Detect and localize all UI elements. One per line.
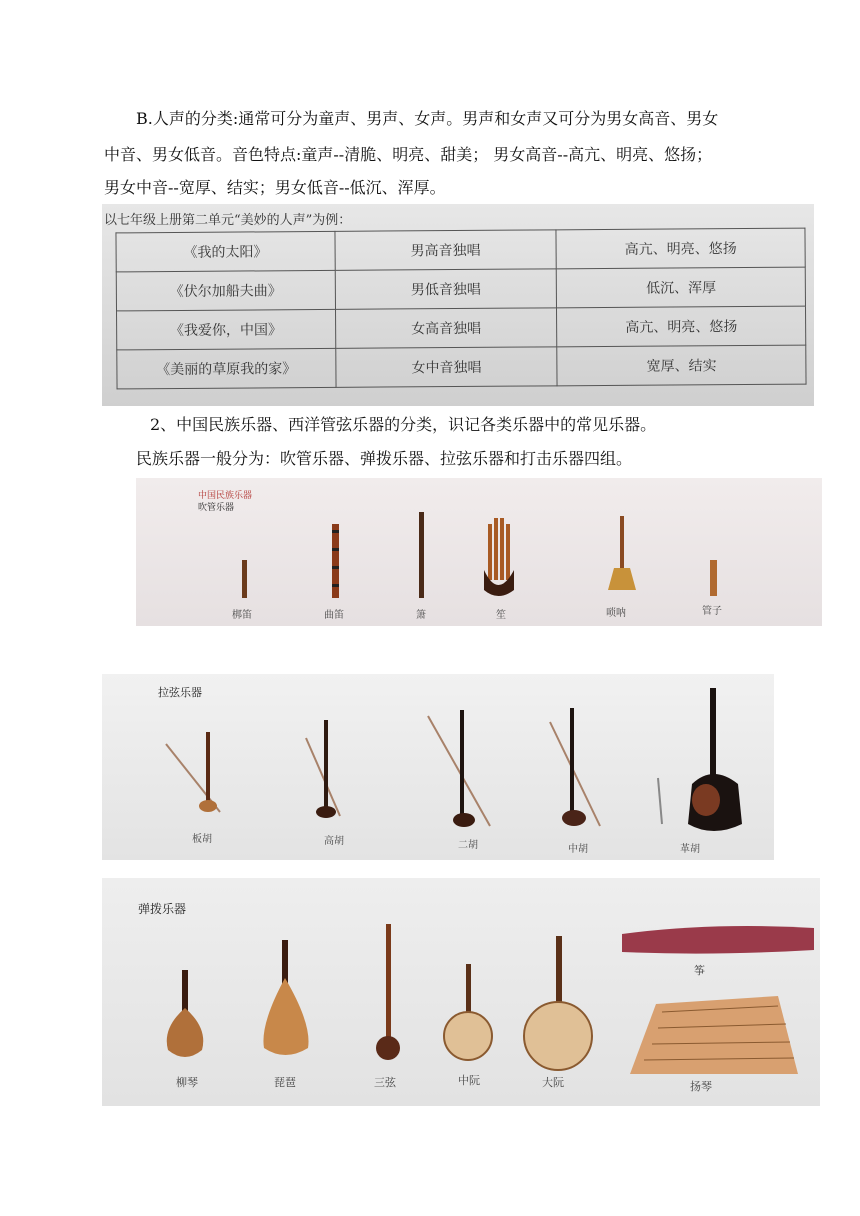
erhu-icon — [428, 710, 490, 827]
table-cell: 女中音独唱 — [335, 347, 557, 388]
xiao-flute-icon — [419, 512, 424, 598]
text-line: 民族乐器一般分为：吹管乐器、弹拨乐器、拉弦乐器和打击乐器四组。 — [136, 449, 633, 468]
table-cell: 女高音独唱 — [335, 308, 557, 349]
instrument-label: 笙 — [496, 610, 506, 621]
table-caption: 以七年级上册第二单元“美妙的人声”为例： — [104, 213, 352, 228]
bangdi-flute-icon — [242, 560, 247, 598]
yangqin-icon — [630, 996, 798, 1074]
zhongruan-icon — [444, 964, 492, 1060]
wind-instruments-photo — [136, 478, 822, 626]
table-cell: 《我爱你，中国》 — [117, 309, 336, 350]
instrument-label: 革胡 — [680, 844, 700, 855]
instrument-label: 曲笛 — [324, 610, 344, 621]
category-label: 拉弦乐器 — [158, 686, 202, 699]
table-cell: 《我的太阳》 — [116, 231, 335, 272]
liuqin-icon — [167, 970, 203, 1057]
sheng-icon — [484, 518, 514, 596]
instrument-label: 大阮 — [542, 1076, 564, 1089]
instrument-label: 箫 — [416, 610, 426, 621]
zheng-icon — [622, 926, 814, 954]
instrument-label: 板胡 — [192, 834, 212, 845]
table-row — [117, 306, 806, 350]
instrument-label: 中阮 — [458, 1074, 480, 1087]
instrument-label: 梆笛 — [232, 610, 252, 621]
voice-table — [115, 228, 806, 390]
table-cell: 《美丽的草原我的家》 — [117, 348, 336, 389]
table-cell: 宽厚、结实 — [557, 345, 806, 386]
text-line: 2、中国民族乐器、西洋管弦乐器的分类，识记各类乐器中的常见乐器。 — [150, 415, 657, 434]
suona-icon — [608, 516, 636, 590]
table-row — [116, 267, 805, 311]
table-cell: 《伏尔加船夫曲》 — [116, 270, 335, 311]
sanxian-icon — [376, 924, 400, 1060]
zhonghu-icon — [550, 708, 600, 826]
photo-title: 中国民族乐器 — [198, 491, 253, 501]
instrument-label: 三弦 — [374, 1076, 396, 1089]
table-cell: 低沉、浑厚 — [557, 267, 806, 308]
pipa-icon — [263, 940, 308, 1055]
banhu-icon — [166, 732, 220, 812]
category-label: 吹管乐器 — [198, 503, 235, 513]
voice-table-photo — [102, 204, 814, 406]
instrument-label: 唢呐 — [606, 608, 626, 619]
instrument-label: 中胡 — [568, 844, 588, 855]
instrument-label: 筝 — [694, 964, 705, 977]
qudi-flute-icon — [332, 524, 339, 598]
table-cell: 高亢、明亮、悠扬 — [556, 228, 805, 269]
table-cell: 男低音独唱 — [335, 269, 557, 310]
instrument-label: 扬琴 — [690, 1080, 712, 1093]
guanzi-icon — [710, 560, 717, 596]
instrument-label: 高胡 — [324, 836, 344, 847]
gaohu-icon — [306, 720, 340, 818]
daruan-icon — [524, 936, 592, 1070]
category-label: 弹拨乐器 — [138, 902, 187, 916]
plucked-instruments-photo — [102, 878, 820, 1106]
text-line: 中音、男女低音。音色特点:童声--清脆、明亮、甜美； 男女高音--高亢、明亮、悠扬； — [104, 145, 713, 164]
instrument-label: 二胡 — [458, 840, 478, 851]
gehu-icon — [658, 688, 742, 831]
table-row — [117, 345, 806, 389]
table-cell: 高亢、明亮、悠扬 — [557, 306, 806, 347]
bowed-instruments-photo — [102, 674, 774, 860]
instrument-label: 琵琶 — [274, 1076, 296, 1089]
text-line: B.人声的分类:通常可分为童声、男声、女声。男声和女声又可分为男女高音、男女 — [136, 109, 719, 128]
text-line: 男女中音--宽厚、结实；男女低音--低沉、浑厚。 — [104, 178, 446, 197]
table-cell: 男高音独唱 — [335, 230, 557, 271]
instrument-label: 柳琴 — [176, 1076, 198, 1089]
instrument-label: 管子 — [702, 606, 722, 617]
table-row — [116, 228, 805, 272]
